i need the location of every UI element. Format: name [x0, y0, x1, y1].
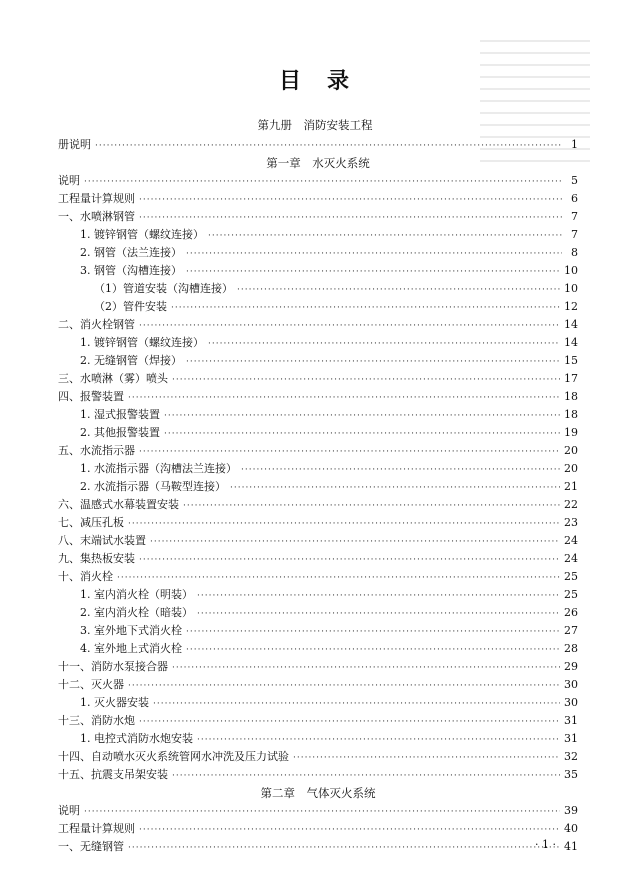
toc-entry-page: 22	[564, 498, 578, 511]
dot-leader	[128, 677, 560, 695]
toc-entry-page: 10	[564, 264, 578, 277]
toc-entry-page: 20	[564, 444, 578, 457]
toc-entry-label: 十三、消防水炮	[58, 714, 135, 727]
dot-leader	[186, 263, 560, 281]
dot-leader	[197, 587, 560, 605]
toc-list	[58, 136, 578, 856]
toc-entry-page: 20	[564, 462, 578, 475]
dot-leader	[186, 623, 560, 641]
toc-entry-label: 十五、抗震支吊架安装	[58, 768, 168, 781]
title-char-2: 录	[327, 68, 352, 94]
toc-entry-label: 说明	[58, 174, 80, 187]
toc-entry[interactable]	[58, 586, 578, 604]
toc-entry-label: 四、报警装置	[58, 390, 124, 403]
page-number-footer: · 1 ·	[535, 838, 556, 851]
toc-entry[interactable]	[58, 658, 578, 676]
toc-entry-page: 10	[564, 282, 578, 295]
dot-leader	[153, 695, 560, 713]
toc-entry-page: 35	[564, 768, 578, 781]
dot-leader	[128, 839, 560, 857]
chapter-heading-label: 第一章 水灭火系统	[266, 156, 370, 170]
dot-leader	[139, 317, 560, 335]
dot-leader	[172, 659, 560, 677]
toc-entry-label: 十四、自动喷水灭火系统管网水冲洗及压力试验	[58, 750, 289, 763]
toc-entry-page: 23	[564, 516, 578, 529]
toc-entry-page: 18	[564, 408, 578, 421]
dot-leader	[186, 245, 562, 263]
toc-entry-label: 2. 其他报警装置	[80, 426, 160, 439]
toc-entry-label: 3. 钢管（沟槽连接）	[80, 264, 182, 277]
toc-entry-page: 31	[564, 714, 578, 727]
toc-entry-page: 31	[564, 732, 578, 745]
toc-entry[interactable]	[58, 226, 578, 244]
toc-entry-page: 40	[564, 822, 578, 835]
dot-leader	[197, 731, 560, 749]
toc-entry-page: 25	[564, 588, 578, 601]
toc-entry-page: 26	[564, 606, 578, 619]
toc-entry-label: 十、消火栓	[58, 570, 113, 583]
dot-leader	[139, 821, 560, 839]
toc-entry-page: 21	[564, 480, 578, 493]
toc-entry[interactable]	[58, 478, 578, 496]
toc-entry[interactable]	[58, 172, 578, 190]
dot-leader	[197, 605, 560, 623]
chapter-heading	[58, 784, 578, 802]
toc-entry[interactable]	[58, 676, 578, 694]
toc-entry-label: 说明	[58, 804, 80, 817]
title-char-1: 目	[278, 68, 303, 94]
toc-entry[interactable]	[58, 496, 578, 514]
toc-entry[interactable]	[58, 370, 578, 388]
dot-leader	[84, 173, 562, 191]
toc-entry-label: 3. 室外地下式消火栓	[80, 624, 182, 637]
toc-entry-label: 1. 镀锌钢管（螺纹连接）	[80, 228, 204, 241]
toc-entry-page: 28	[564, 642, 578, 655]
dot-leader	[172, 371, 560, 389]
toc-entry-label: 十二、灭火器	[58, 678, 124, 691]
toc-entry-page: 15	[564, 354, 578, 367]
dot-leader	[139, 191, 562, 209]
toc-entry[interactable]	[58, 622, 578, 640]
toc-entry-label: 五、水流指示器	[58, 444, 135, 457]
toc-entry-page: 1	[571, 138, 578, 151]
toc-entry-page: 39	[564, 804, 578, 817]
toc-entry[interactable]	[58, 388, 578, 406]
toc-entry-label: 2. 室内消火栓（暗装）	[80, 606, 193, 619]
toc-entry[interactable]	[58, 280, 578, 298]
toc-entry-label: 六、温感式水幕装置安装	[58, 498, 179, 511]
toc-entry[interactable]	[58, 802, 578, 820]
toc-entry-label: 2. 水流指示器（马鞍型连接）	[80, 480, 226, 493]
dot-leader	[241, 461, 560, 479]
toc-entry[interactable]	[58, 514, 578, 532]
dot-leader	[230, 479, 560, 497]
toc-entry[interactable]	[58, 820, 578, 838]
toc-entry[interactable]	[58, 748, 578, 766]
toc-entry-label: 2. 无缝钢管（焊接）	[80, 354, 182, 367]
toc-entry[interactable]	[58, 352, 578, 370]
toc-entry-page: 14	[564, 336, 578, 349]
toc-entry-page: 5	[571, 174, 578, 187]
toc-entry-label: 册说明	[58, 138, 91, 151]
toc-entry-page: 25	[564, 570, 578, 583]
toc-entry-page: 18	[564, 390, 578, 403]
dot-leader	[139, 209, 562, 227]
toc-entry-label: 2. 钢管（法兰连接）	[80, 246, 182, 259]
toc-entry[interactable]	[58, 244, 578, 262]
dot-leader	[139, 443, 560, 461]
toc-entry-page: 6	[571, 192, 578, 205]
toc-entry-label: 一、水喷淋钢管	[58, 210, 135, 223]
toc-entry-label: 九、集热板安装	[58, 552, 135, 565]
toc-entry-label: （2）管件安装	[94, 300, 167, 313]
toc-entry-label: 1. 水流指示器（沟槽法兰连接）	[80, 462, 237, 475]
toc-entry[interactable]	[58, 604, 578, 622]
toc-entry[interactable]	[58, 334, 578, 352]
dot-leader	[164, 407, 560, 425]
dot-leader	[84, 803, 560, 821]
toc-entry[interactable]	[58, 442, 578, 460]
dot-leader	[208, 335, 560, 353]
toc-entry[interactable]	[58, 208, 578, 226]
toc-entry-page: 24	[564, 552, 578, 565]
dot-leader	[139, 551, 560, 569]
toc-entry[interactable]	[58, 406, 578, 424]
dot-leader	[150, 533, 560, 551]
toc-entry[interactable]	[58, 550, 578, 568]
toc-entry-page: 30	[564, 696, 578, 709]
toc-entry[interactable]	[58, 298, 578, 316]
toc-entry-page: 12	[564, 300, 578, 313]
toc-entry[interactable]	[58, 838, 578, 856]
toc-entry-label: 工程量计算规则	[58, 822, 135, 835]
toc-entry-label: 1. 灭火器安装	[80, 696, 149, 709]
toc-entry[interactable]	[58, 460, 578, 478]
toc-entry-page: 7	[571, 210, 578, 223]
toc-entry-page: 17	[564, 372, 578, 385]
toc-entry[interactable]	[58, 712, 578, 730]
toc-entry-label: 1. 室内消火栓（明装）	[80, 588, 193, 601]
toc-entry-page: 19	[564, 426, 578, 439]
toc-entry-page: 32	[564, 750, 578, 763]
toc-entry[interactable]	[58, 136, 578, 154]
chapter-heading	[58, 154, 578, 172]
toc-entry-label: 工程量计算规则	[58, 192, 135, 205]
page-title	[0, 64, 630, 95]
toc-entry-page: 30	[564, 678, 578, 691]
dot-leader	[186, 353, 560, 371]
dot-leader	[128, 515, 560, 533]
toc-entry-page: 14	[564, 318, 578, 331]
dot-leader	[293, 749, 560, 767]
volume-title: 第九册 消防安装工程	[257, 118, 373, 132]
toc-entry-page: 8	[571, 246, 578, 259]
toc-entry-label: 三、水喷淋（雾）喷头	[58, 372, 168, 385]
toc-entry-label: 1. 湿式报警装置	[80, 408, 160, 421]
dot-leader	[183, 497, 560, 515]
toc-entry-page: 29	[564, 660, 578, 673]
toc-entry[interactable]	[58, 424, 578, 442]
dot-leader	[237, 281, 560, 299]
dot-leader	[164, 425, 560, 443]
toc-entry-label: 一、无缝钢管	[58, 840, 124, 853]
toc-entry[interactable]	[58, 316, 578, 334]
toc-entry[interactable]	[58, 694, 578, 712]
toc-entry-label: 1. 电控式消防水炮安装	[80, 732, 193, 745]
dot-leader	[208, 227, 562, 245]
toc-entry[interactable]	[58, 190, 578, 208]
toc-entry[interactable]	[58, 568, 578, 586]
toc-entry-label: 十一、消防水泵接合器	[58, 660, 168, 673]
dot-leader	[139, 713, 560, 731]
chapter-heading-label: 第二章 气体灭火系统	[260, 786, 376, 800]
dot-leader	[95, 137, 562, 155]
toc-entry[interactable]	[58, 532, 578, 550]
toc-entry[interactable]	[58, 262, 578, 280]
toc-entry-label: 八、末端试水装置	[58, 534, 146, 547]
toc-entry-page: 41	[564, 840, 578, 853]
dot-leader	[128, 389, 560, 407]
toc-entry-label: 4. 室外地上式消火栓	[80, 642, 182, 655]
dot-leader	[186, 641, 560, 659]
toc-entry-page: 7	[571, 228, 578, 241]
toc-entry-label: 1. 镀锌钢管（螺纹连接）	[80, 336, 204, 349]
toc-entry-page: 27	[564, 624, 578, 637]
toc-entry-label: （1）管道安装（沟槽连接）	[94, 282, 233, 295]
toc-entry-label: 七、减压孔板	[58, 516, 124, 529]
toc-entry-page: 24	[564, 534, 578, 547]
toc-entry-label: 二、消火栓钢管	[58, 318, 135, 331]
toc-entry[interactable]	[58, 640, 578, 658]
toc-entry[interactable]	[58, 766, 578, 784]
dot-leader	[171, 299, 560, 317]
dot-leader	[172, 767, 560, 785]
toc-entry[interactable]	[58, 730, 578, 748]
dot-leader	[117, 569, 560, 587]
